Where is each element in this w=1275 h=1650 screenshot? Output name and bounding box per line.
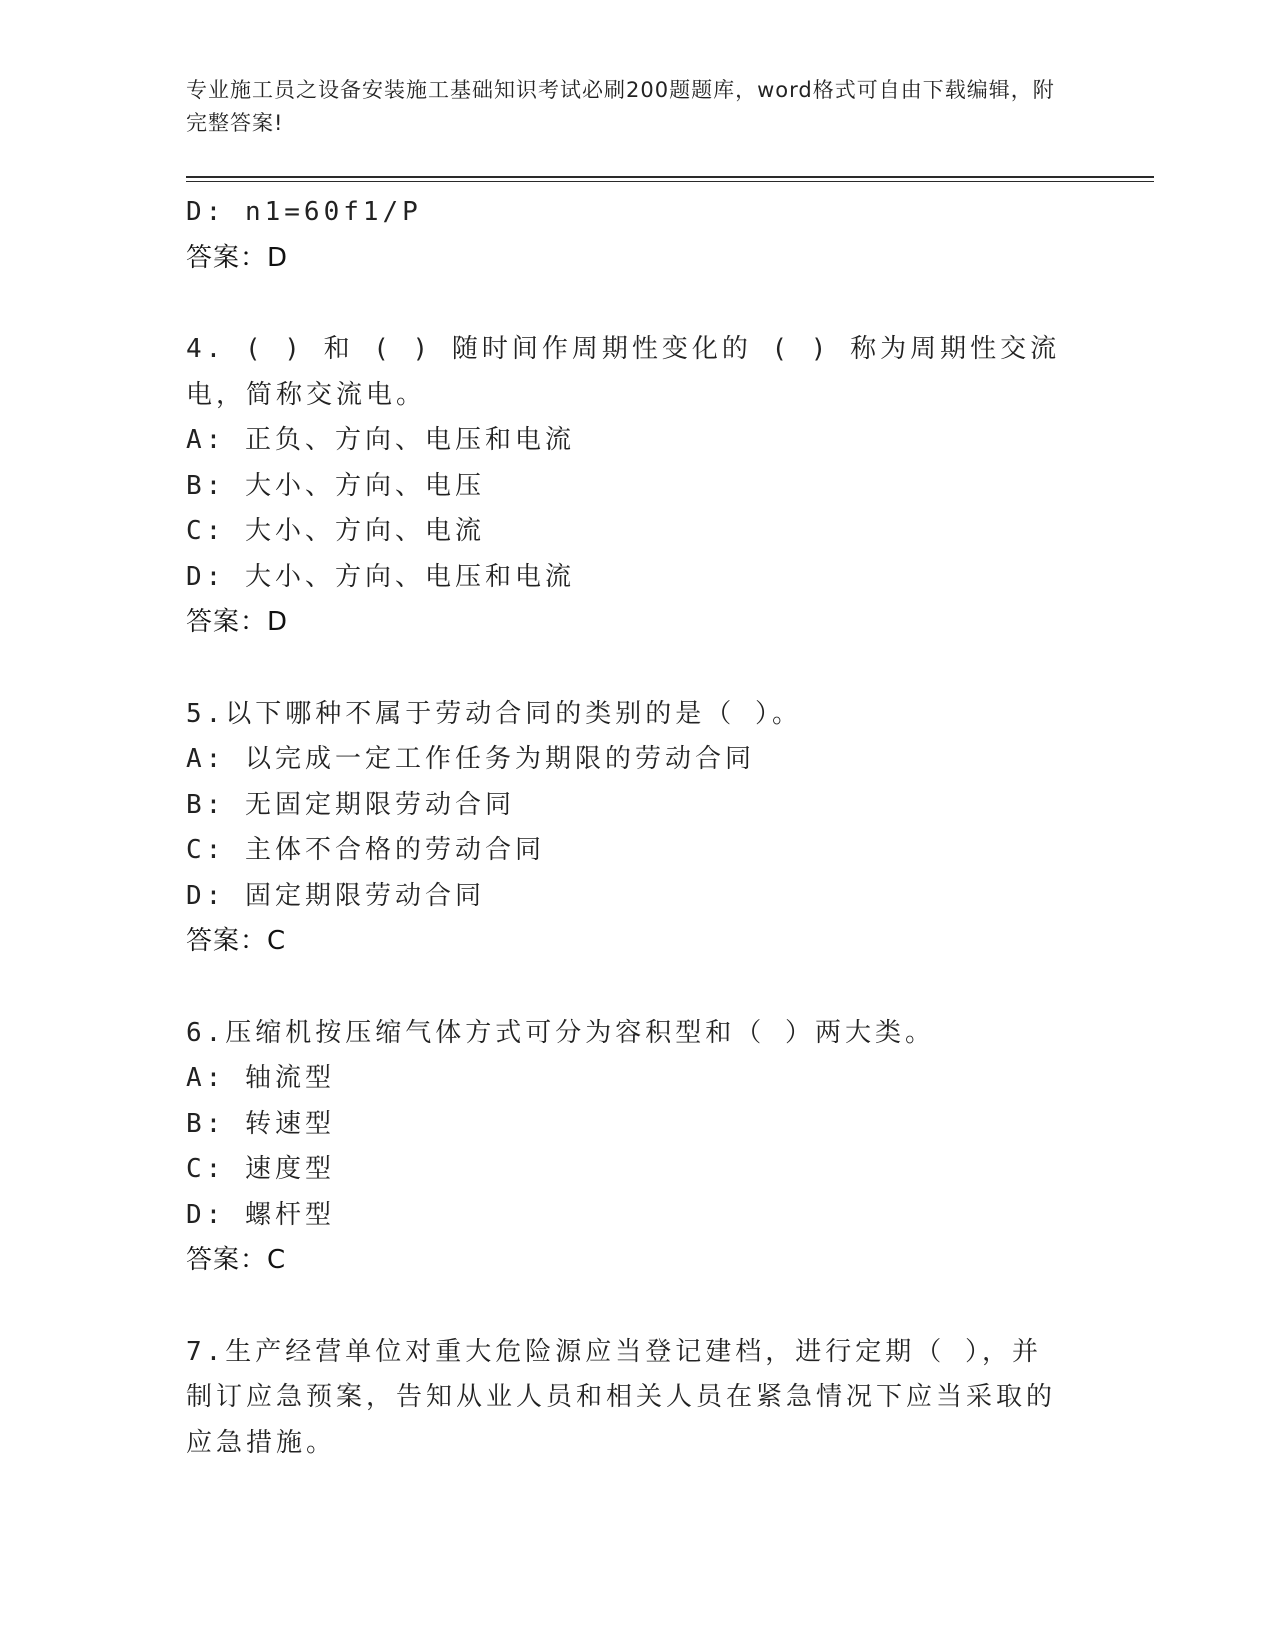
option-b: B: 转速型	[186, 1108, 335, 1139]
answer-label: 答案：D	[186, 242, 289, 273]
option-c: C: 主体不合格的劳动合同	[186, 835, 545, 865]
question-3-tail	[186, 190, 1066, 281]
question-5	[186, 692, 1066, 965]
option-c: C: 速度型	[186, 1154, 335, 1184]
option-b: B: 无固定期限劳动合同	[186, 789, 515, 820]
page-header: 专业施工员之设备安装施工基础知识考试必刷200题题库，word格式可自由下载编辑，附完整答案!	[186, 78, 1055, 135]
option-b: B: 大小、方向、电压	[186, 470, 485, 501]
option-c: C: 大小、方向、电流	[186, 516, 485, 546]
option-a: A: 正负、方向、电压和电流	[186, 425, 575, 455]
spacer	[186, 281, 1066, 327]
question-list	[186, 190, 1066, 1466]
question-7	[186, 1330, 1066, 1467]
option-d: D: 固定期限劳动合同	[186, 880, 485, 911]
spacer	[186, 1284, 1066, 1330]
question-stem: 7.生产经营单位对重大危险源应当登记建档，进行定期（ ），并制订应急预案，告知从业人员和相关人员在紧急情况下应当采取的应急措施。	[186, 1336, 1057, 1458]
question-stem: 5.以下哪种不属于劳动合同的类别的是（ ）。	[186, 698, 802, 729]
option-d: D: n1=60f1/P	[186, 197, 422, 227]
header-divider-thin	[186, 181, 1154, 182]
answer-label: 答案：C	[186, 1245, 287, 1275]
answer-label: 答案：C	[186, 926, 287, 956]
spacer	[186, 646, 1066, 692]
option-d: D: 大小、方向、电压和电流	[186, 561, 575, 592]
option-d: D: 螺杆型	[186, 1199, 335, 1230]
option-a: A: 以完成一定工作任务为期限的劳动合同	[186, 744, 755, 774]
question-stem: 4. ( ) 和 ( ) 随时间作周期性变化的 ( ) 称为周期性交流电，简称交流电。	[186, 334, 1061, 410]
question-stem: 6.压缩机按压缩气体方式可分为容积型和（ ）两大类。	[186, 1017, 935, 1048]
question-6	[186, 1011, 1066, 1284]
spacer	[186, 965, 1066, 1011]
header-divider-thick	[186, 176, 1154, 178]
question-4	[186, 327, 1066, 646]
option-a: A: 轴流型	[186, 1063, 335, 1093]
answer-label: 答案：D	[186, 607, 289, 637]
